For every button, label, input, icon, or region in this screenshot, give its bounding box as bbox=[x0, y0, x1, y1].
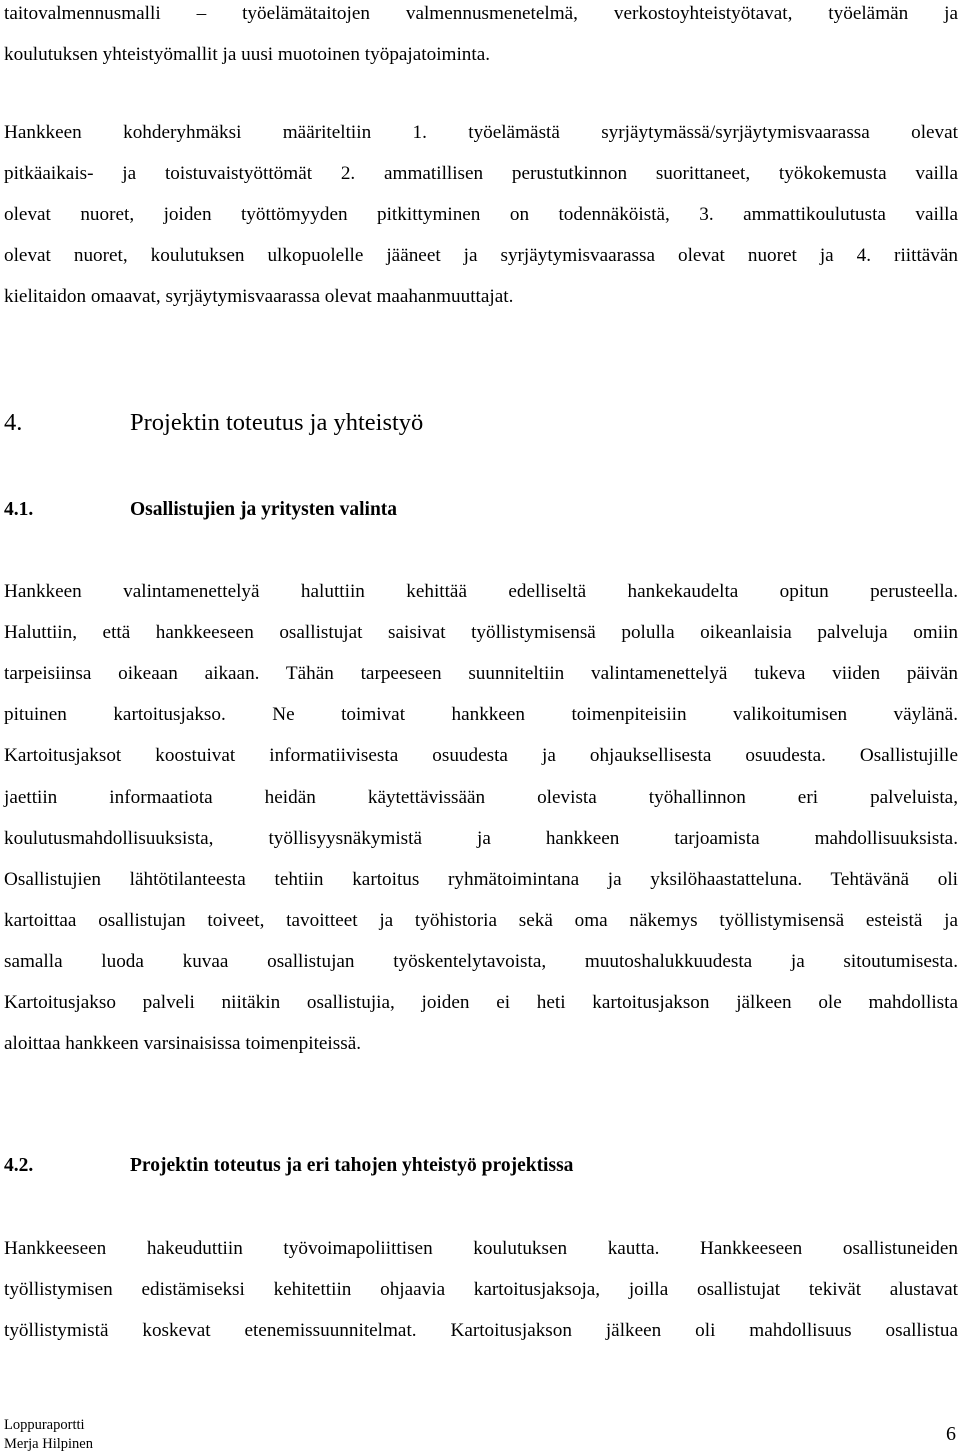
section-4-1-number: 4.1. bbox=[4, 499, 34, 520]
section-4-number: 4. bbox=[4, 409, 23, 436]
intro-line-1: taitovalmennusmalli – työelämätaitojen valmennusmenetelmä, verkostoyhteistyötavat, työelämän ja bbox=[4, 3, 958, 24]
target-line-1: Hankkeen kohderyhmäksi määriteltiin 1. työelämästä syrjäytymässä/syrjäytymisvaarassa olevat bbox=[4, 122, 958, 143]
section-4-1-title: Osallistujien ja yritysten valinta bbox=[130, 499, 398, 520]
section-4-title: Projektin toteutus ja yhteistyö bbox=[130, 409, 424, 436]
target-line-2: pitkäaikais- ja toistuvaistyöttömät 2. ammatillisen perustutkinnon suorittaneet, työkokemusta vailla bbox=[4, 163, 958, 184]
s41-line-7: koulutusmahdollisuuksista, työllisyysnäkymistä ja hankkeen tarjoamista mahdollisuuksista. bbox=[4, 828, 958, 849]
s41-line-8: Osallistujien lähtötilanteesta tehtiin kartoitus ryhmätoimintana ja yksilöhaastatteluna. Tehtävänä oli bbox=[4, 869, 958, 890]
s41-line-2: Haluttiin, että hankkeeseen osallistujat saisivat työllistymisensä polulla oikeanlaisia palveluja omiin bbox=[4, 622, 958, 643]
s41-line-5: Kartoitusjaksot koostuivat informatiivisesta osuudesta ja ohjauksellisesta osuudesta. Osallistujille bbox=[4, 745, 958, 766]
s41-line-10: samalla luoda kuvaa osallistujan työskentelytavoista, muutoshalukkuudesta ja sitoutumisesta. bbox=[4, 951, 958, 972]
footer-author: Merja Hilpinen bbox=[4, 1436, 93, 1452]
page-number: 6 bbox=[946, 1423, 956, 1445]
intro-line-2: koulutuksen yhteistyömallit ja uusi muotoinen työpajatoiminta. bbox=[4, 44, 491, 65]
s42-line-2: työllistymisen edistämiseksi kehitettiin ohjaavia kartoitusjaksoja, joilla osallistujat tekivät alustavat bbox=[4, 1279, 958, 1300]
s42-line-3: työllistymistä koskevat etenemissuunnitelmat. Kartoitusjakson jälkeen oli mahdollisuus osallistua bbox=[4, 1320, 958, 1341]
s41-line-6: jaettiin informaatiota heidän käytettävissään olevista työhallinnon eri palveluista, bbox=[4, 787, 958, 808]
s41-line-11: Kartoitusjakso palveli niitäkin osallistujia, joiden ei heti kartoitusjakson jälkeen ole mahdollista bbox=[4, 992, 958, 1013]
s41-line-9: kartoittaa osallistujan toiveet, tavoitteet ja työhistoria sekä oma näkemys työllistymisensä esteistä ja bbox=[4, 910, 958, 931]
s41-line-1: Hankkeen valintamenettelyä haluttiin kehittää edelliseltä hankekaudelta opitun perusteella. bbox=[4, 581, 958, 602]
s41-line-12: aloittaa hankkeen varsinaisissa toimenpiteissä. bbox=[4, 1033, 362, 1054]
section-4-2-number: 4.2. bbox=[4, 1155, 34, 1176]
s41-line-3: tarpeisiinsa oikeaan aikaan. Tähän tarpeeseen suunniteltiin valintamenettelyä tukeva viiden päivän bbox=[4, 663, 958, 684]
section-4-2-heading bbox=[4, 1154, 573, 1178]
s41-line-4: pituinen kartoitusjakso. Ne toimivat hankkeen toimenpiteisiin valikoitumisen väylänä. bbox=[4, 704, 958, 725]
target-line-3: olevat nuoret, joiden työttömyyden pitkittyminen on todennäköistä, 3. ammattikoulutusta vailla bbox=[4, 204, 958, 225]
target-line-4: olevat nuoret, koulutuksen ulkopuolelle jääneet ja syrjäytymisvaarassa olevat nuoret ja 4. riittävän bbox=[4, 245, 958, 266]
footer-report-label: Loppuraportti bbox=[4, 1417, 85, 1433]
section-4-1-heading bbox=[4, 498, 397, 522]
target-line-5: kielitaidon omaavat, syrjäytymisvaarassa olevat maahanmuuttajat. bbox=[4, 286, 514, 307]
s42-line-1: Hankkeeseen hakeuduttiin työvoimapoliittisen koulutuksen kautta. Hankkeeseen osallistuneiden bbox=[4, 1238, 958, 1259]
section-4-2-title: Projektin toteutus ja eri tahojen yhteistyö projektissa bbox=[130, 1155, 574, 1176]
section-4-heading bbox=[4, 408, 423, 438]
